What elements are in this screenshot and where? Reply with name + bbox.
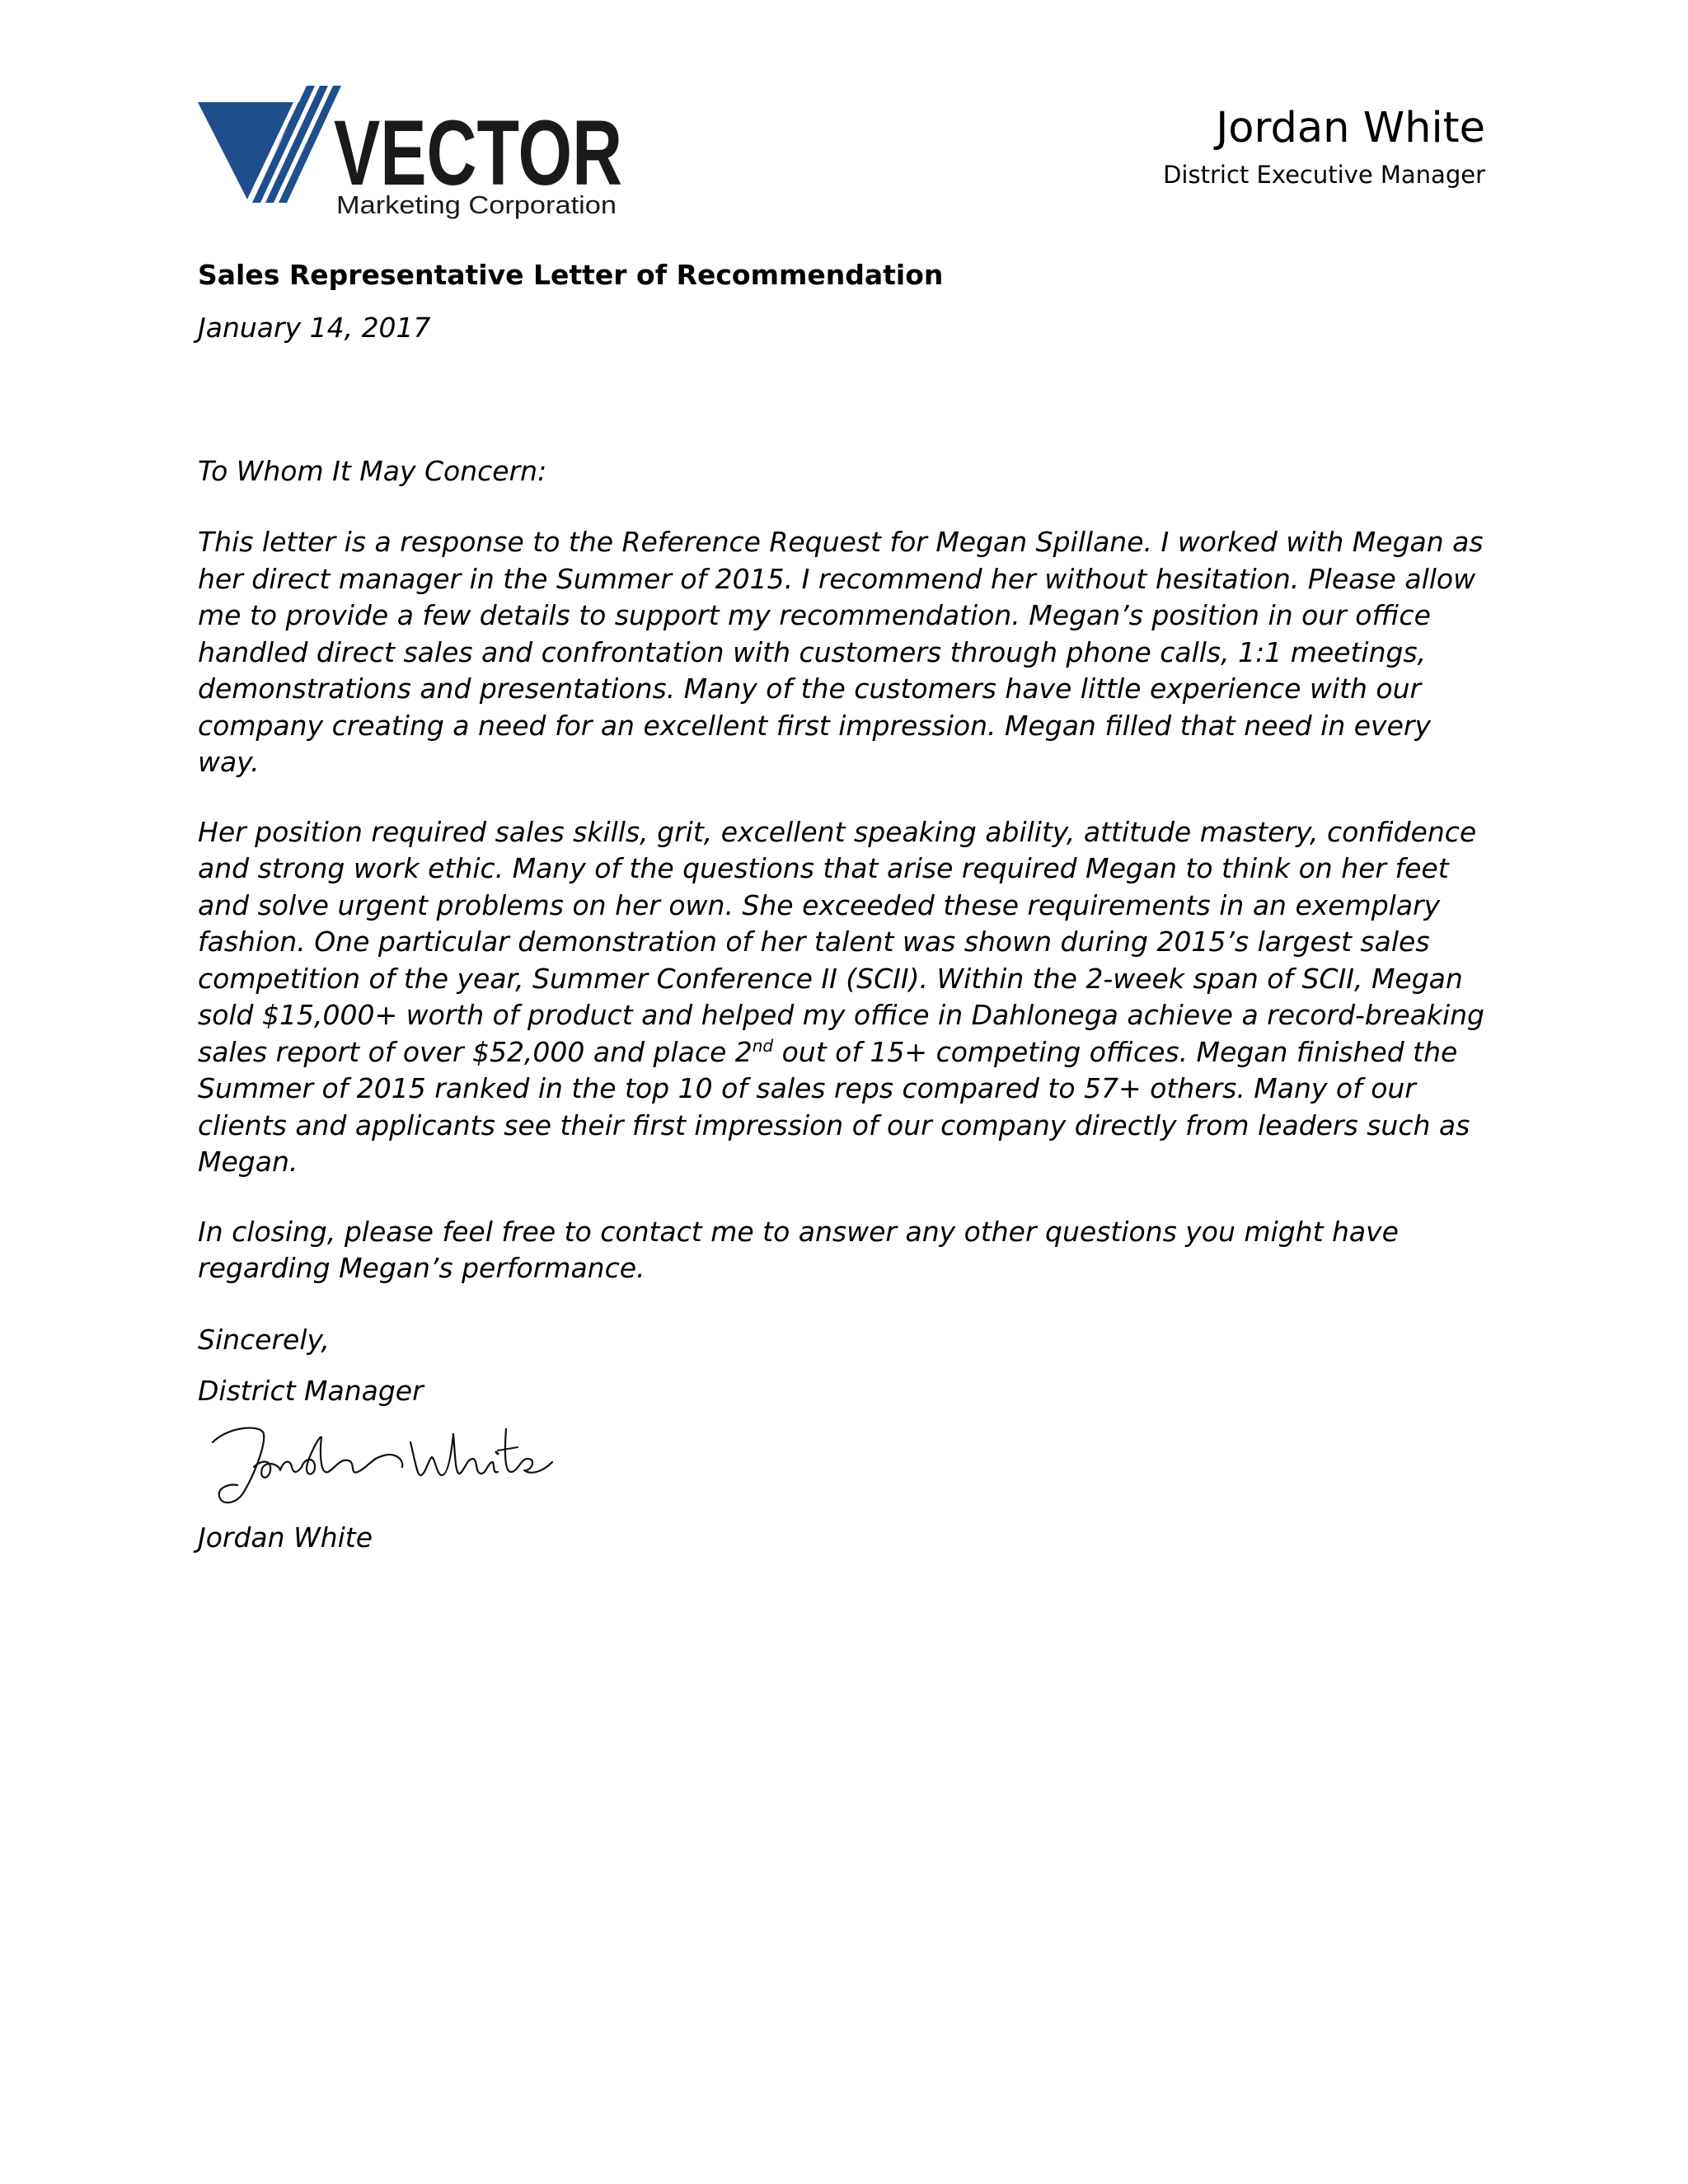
closing: Sincerely,	[198, 1323, 330, 1356]
vector-logo-mark	[198, 79, 626, 219]
paragraph-1: This letter is a response to the Reference Request for Megan Spillane. I worked with Megan as her direct manager in the Summer of 2015. I recommend her without hesitation. Please allow me to provide a few details to support my recommendation. Megan’s position in our office handled direct sales and confrontation with customers through phone calls, 1:1 meetings, demonstrations and presentations. Many of the customers have little experience with our company creating a need for an excellent first impression. Megan filled that need in every way.	[198, 526, 1484, 778]
letter-date: January 14, 2017	[198, 312, 431, 344]
signer-name: Jordan White	[198, 1521, 373, 1554]
letter-subject: Sales Representative Letter of Recommendation	[198, 259, 944, 291]
sender-name: Jordan White	[1216, 104, 1485, 152]
paragraph-2-part-b: out of 15+ competing offices. Megan finished the Summer of 2015 ranked in the top 10 of sales reps compared to 57+ others. Many of our clients and applicants see their first impression of our company directly from leaders such as Megan.	[198, 1035, 1470, 1178]
signer-role: District Manager	[198, 1375, 424, 1407]
sender-title: District Executive Manager	[1163, 161, 1485, 189]
letter-salutation: To Whom It May Concern:	[198, 455, 547, 487]
handwritten-signature	[204, 1409, 567, 1516]
paragraph-3: In closing, please feel free to contact me to answer any other questions you might have regarding Megan’s performance.	[198, 1215, 1399, 1284]
letter-body	[198, 255, 1489, 1360]
vector-logo	[198, 79, 626, 219]
paragraph-2-part-a: Her position required sales skills, grit, excellent speaking ability, attitude mastery, confidence and strong work ethic. Many of the questions that arise required Megan to think on her feet and solve urgent problems on her own. She exceeded these requirements in an exemplary fashion. One particular demonstration of her talent was shown during 2015’s largest sales competition of the year, Summer Conference II (SCII). Within the 2-week span of SCII, Megan sold $15,000+ worth of product and helped my office in Dahlonega achieve a record-breaking sales report of over $52,000 and place 2	[198, 815, 1484, 1068]
ordinal-superscript: nd	[752, 1035, 774, 1056]
logo-subtitle: Marketing Corporation	[336, 190, 617, 219]
signature-drawing	[204, 1409, 567, 1516]
paragraph-2	[198, 814, 1489, 1181]
sender-block	[1163, 102, 1485, 191]
logo-brand: VECTOR	[334, 101, 622, 204]
